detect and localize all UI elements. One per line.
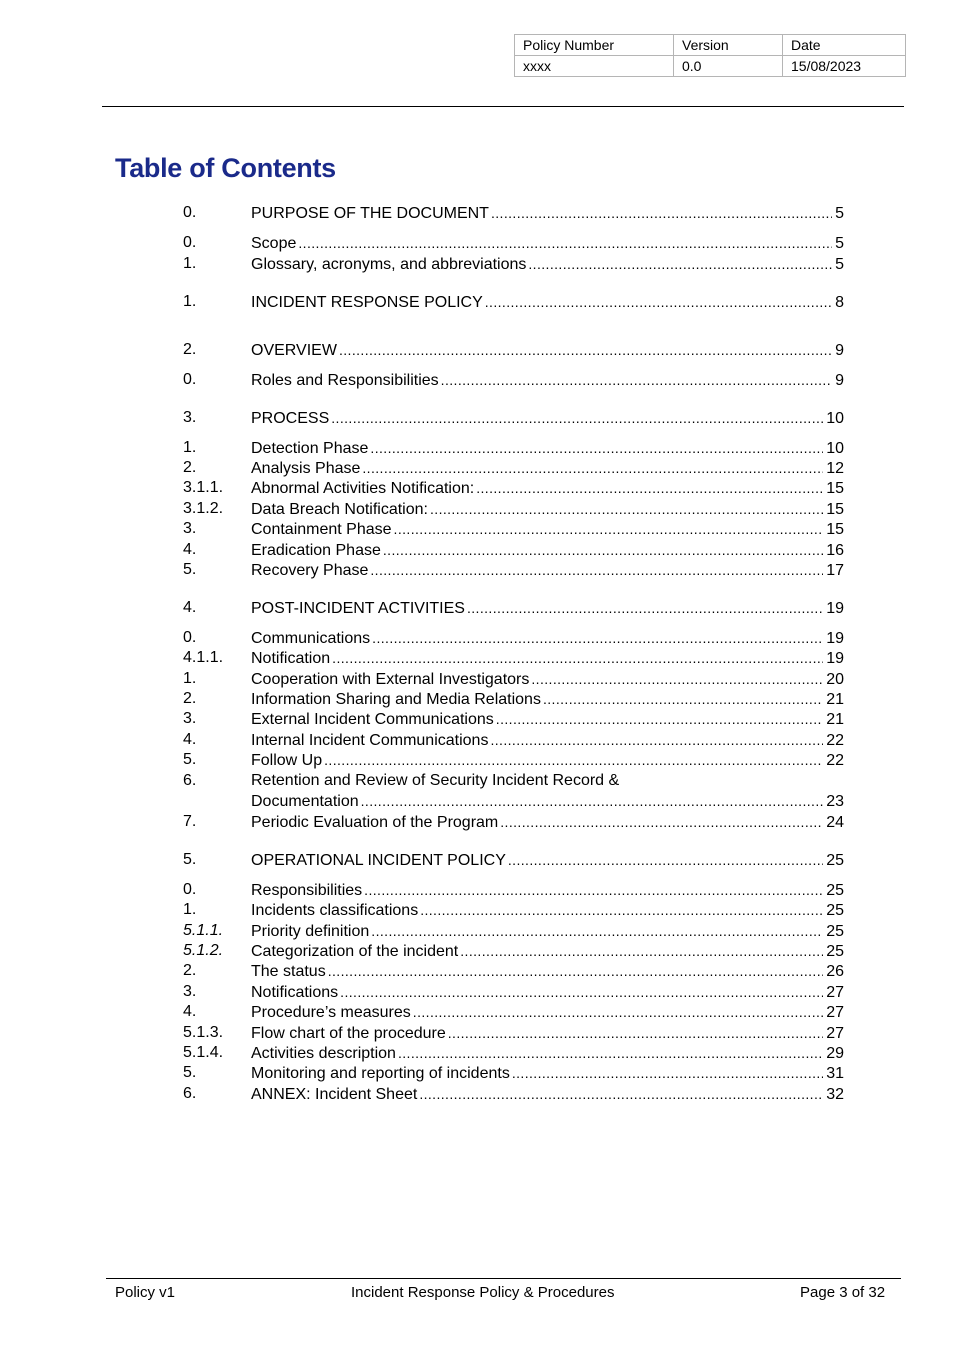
toc-entry-page: 25 (826, 882, 844, 899)
toc-dot-leader (371, 921, 823, 941)
toc-entry[interactable] (183, 560, 844, 580)
toc-dot-leader (394, 519, 824, 539)
toc-entry-title: Detection Phase (251, 440, 369, 457)
toc-dot-leader (370, 438, 823, 458)
toc-entry-number: 4. (183, 541, 197, 558)
toc-entry[interactable] (183, 880, 844, 900)
toc-entry-title: Periodic Evaluation of the Program (251, 814, 499, 831)
toc-dot-leader (324, 750, 823, 770)
toc-entry[interactable] (183, 921, 844, 941)
toc-entry-title: Recovery Phase (251, 562, 369, 579)
toc-entry-title: Scope (251, 235, 297, 252)
toc-entry-title: Analysis Phase (251, 460, 361, 477)
toc-entry-title: Internal Incident Communications (251, 732, 489, 749)
toc-entry-page: 21 (826, 691, 844, 708)
toc-entry-page: 26 (826, 963, 844, 980)
toc-entry-page: 25 (826, 852, 844, 869)
toc-dot-leader (467, 598, 823, 618)
toc-entry[interactable] (183, 408, 844, 428)
toc-entry-number: 4. (183, 1003, 197, 1020)
toc-entry-page: 24 (826, 814, 844, 831)
toc-entry-page: 15 (826, 480, 844, 497)
toc-dot-leader (362, 458, 823, 478)
toc-entry-number: 6. (183, 772, 197, 789)
toc-entry-page: 29 (826, 1045, 844, 1062)
toc-entry[interactable] (183, 689, 844, 709)
toc-entry[interactable] (183, 730, 844, 750)
toc-entry-number: 4. (183, 599, 197, 616)
version-value: 0.0 (674, 56, 783, 77)
toc-entry-number: 5.1.4. (183, 1044, 224, 1061)
toc-entry-title: External Incident Communications (251, 711, 494, 728)
toc-dot-leader (340, 982, 823, 1002)
toc-entry-page: 25 (826, 902, 844, 919)
toc-entry-number: 5. (183, 561, 197, 578)
toc-dot-leader (460, 941, 823, 961)
toc-entry-page: 31 (826, 1065, 844, 1082)
toc-entry[interactable] (183, 961, 844, 981)
toc-entry-page: 22 (826, 732, 844, 749)
toc-entry[interactable] (183, 519, 844, 539)
toc-entry-title: Priority definition (251, 923, 370, 940)
toc-entry-number: 7. (183, 813, 197, 830)
toc-dot-leader (339, 340, 832, 360)
toc-dot-leader (419, 1084, 823, 1104)
footer-document-title: Incident Response Policy & Procedures (351, 1284, 615, 1301)
toc-dot-leader (496, 709, 823, 729)
toc-dot-leader (298, 233, 832, 253)
toc-entry[interactable] (183, 669, 844, 689)
meta-value-row (515, 56, 906, 77)
toc-entry-title: INCIDENT RESPONSE POLICY (251, 294, 483, 311)
toc-entry[interactable] (183, 850, 844, 870)
toc-entry-page: 23 (826, 793, 844, 810)
toc-entry-page: 5 (835, 205, 844, 222)
toc-entry-page: 21 (826, 711, 844, 728)
toc-entry-title: Retention and Review of Security Incident Record & (251, 772, 620, 789)
toc-entry[interactable] (183, 982, 844, 1002)
toc-entry-title: Abnormal Activities Notification: (251, 480, 475, 497)
toc-entry-title: Procedure’s measures (251, 1004, 411, 1021)
toc-entry[interactable] (183, 370, 844, 390)
toc-entry[interactable] (183, 254, 844, 274)
toc-dot-leader (448, 1023, 823, 1043)
toc-entry-number: 2. (183, 459, 197, 476)
toc-entry-page: 17 (826, 562, 844, 579)
toc-entry-number: 3. (183, 520, 197, 537)
toc-entry[interactable] (183, 598, 844, 618)
toc-entry-number: 0. (183, 234, 197, 251)
footer-page-number: Page 3 of 32 (800, 1284, 886, 1301)
toc-entry-page: 8 (835, 294, 844, 311)
toc-entry-title: PROCESS (251, 410, 330, 427)
toc-entry-page: 27 (826, 1025, 844, 1042)
toc-dot-leader (328, 961, 824, 981)
toc-entry[interactable] (183, 709, 844, 729)
meta-header-row (515, 35, 906, 56)
toc-entry-number: 5. (183, 1064, 197, 1081)
toc-dot-leader (413, 1002, 823, 1022)
toc-entry-number: 1. (183, 670, 197, 687)
toc-dot-leader (543, 689, 823, 709)
toc-entry-title: Flow chart of the procedure (251, 1025, 446, 1042)
toc-entry-page: 10 (826, 440, 844, 457)
toc-entry-page: 9 (835, 342, 844, 359)
date-label: Date (783, 35, 906, 56)
toc-dot-leader (361, 791, 824, 811)
toc-entry-number: 6. (183, 1085, 197, 1102)
toc-entry-number: 3. (183, 710, 197, 727)
toc-entry-title: Information Sharing and Media Relations (251, 691, 541, 708)
toc-entry-page: 5 (835, 256, 844, 273)
toc-entry-number: 0. (183, 881, 197, 898)
toc-entry[interactable] (183, 1002, 844, 1022)
toc-dot-leader (490, 730, 823, 750)
toc-entry-title: Responsibilities (251, 882, 363, 899)
toc-entry-page: 15 (826, 501, 844, 518)
toc-entry-page: 16 (826, 542, 844, 559)
toc-entry-page: 19 (826, 600, 844, 617)
toc-dot-leader (500, 812, 823, 832)
toc-dot-leader (430, 499, 823, 519)
toc-entry-page: 12 (826, 460, 844, 477)
toc-dot-leader (364, 880, 823, 900)
toc-entry[interactable] (183, 812, 844, 832)
toc-entry-page: 27 (826, 1004, 844, 1021)
toc-entry-page: 25 (826, 943, 844, 960)
toc-dot-leader (398, 1043, 823, 1063)
toc-entry-number: 2. (183, 341, 197, 358)
toc-entry-page: 19 (826, 650, 844, 667)
toc-entry-number: 4.1.1. (183, 649, 224, 666)
footer-version: Policy v1 (115, 1284, 176, 1301)
header-divider (102, 106, 904, 107)
toc-entry-number: 3.1.2. (183, 500, 224, 517)
toc-entry-number: 3. (183, 409, 197, 426)
toc-entry-title: Monitoring and reporting of incidents (251, 1065, 510, 1082)
toc-entry[interactable] (183, 438, 844, 458)
toc-dot-leader (528, 254, 832, 274)
toc-entry[interactable] (183, 540, 844, 560)
toc-entry-number: 3.1.1. (183, 479, 224, 496)
toc-entry[interactable] (183, 648, 844, 668)
toc-entry-title: ANNEX: Incident Sheet (251, 1086, 418, 1103)
toc-entry-page: 25 (826, 923, 844, 940)
toc-entry-title: Incidents classifications (251, 902, 419, 919)
toc-entry-page: 15 (826, 521, 844, 538)
toc-title: Table of Contents (115, 153, 336, 183)
toc-dot-leader (485, 292, 832, 312)
toc-entry[interactable] (183, 1043, 844, 1063)
toc-entry-number: 4. (183, 731, 197, 748)
toc-entry-number: 1. (183, 255, 197, 272)
toc-entry[interactable] (183, 233, 844, 253)
toc-entry-title: Follow Up (251, 752, 323, 769)
toc-entry-number: 5. (183, 751, 197, 768)
toc-entry[interactable] (183, 340, 844, 360)
toc-entry-page: 27 (826, 984, 844, 1001)
footer-divider (106, 1278, 901, 1279)
toc-dot-leader (332, 648, 823, 668)
toc-entry-title: Eradication Phase (251, 542, 381, 559)
toc-entry[interactable] (183, 1023, 844, 1043)
date-value: 15/08/2023 (783, 56, 906, 77)
toc-entry-title: Notifications (251, 984, 339, 1001)
toc-entry-page: 5 (835, 235, 844, 252)
toc-entry-title: Documentation (251, 793, 359, 810)
toc-entry-number: 2. (183, 962, 197, 979)
toc-entry-title: Containment Phase (251, 521, 392, 538)
toc-dot-leader (508, 850, 823, 870)
toc-entry-title: Categorization of the incident (251, 943, 459, 960)
toc-entry-page: 20 (826, 671, 844, 688)
toc-entry[interactable] (183, 791, 844, 811)
toc-entry[interactable] (183, 941, 844, 961)
toc-dot-leader (420, 900, 823, 920)
toc-entry-page: 22 (826, 752, 844, 769)
toc-dot-leader (512, 1063, 823, 1083)
toc-dot-leader (372, 628, 823, 648)
toc-entry[interactable] (183, 499, 844, 519)
toc-entry-title: Activities description (251, 1045, 396, 1062)
toc-entry-number: 5. (183, 851, 197, 868)
toc-entry-number: 5.1.1. (183, 922, 224, 939)
toc-entry-number: 0. (183, 204, 197, 221)
toc-entry-number: 1. (183, 293, 197, 310)
version-label: Version (674, 35, 783, 56)
toc-entry-title: OVERVIEW (251, 342, 337, 359)
toc-entry-page: 32 (826, 1086, 844, 1103)
toc-entry-title: OPERATIONAL INCIDENT POLICY (251, 852, 506, 869)
toc-entry-page: 9 (835, 372, 844, 389)
toc-entry-title: POST-INCIDENT ACTIVITIES (251, 600, 465, 617)
toc-entry-title: The status (251, 963, 326, 980)
toc-entry-page: 10 (826, 410, 844, 427)
toc-entry[interactable] (183, 628, 844, 648)
toc-entry-title: Notification (251, 650, 331, 667)
toc-entry-number: 5.1.2. (183, 942, 224, 959)
toc-entry[interactable] (183, 1063, 844, 1083)
policy-number-value: xxxx (515, 56, 674, 77)
toc-entry-number: 2. (183, 690, 197, 707)
toc-entry[interactable] (183, 203, 844, 223)
toc-dot-leader (491, 203, 832, 223)
policy-number-label: Policy Number (515, 35, 674, 56)
toc-dot-leader (476, 478, 823, 498)
toc-entry-title: Communications (251, 630, 371, 647)
toc-dot-leader (370, 560, 823, 580)
toc-dot-leader (441, 370, 832, 390)
toc-entry[interactable] (183, 1084, 844, 1104)
toc-entry-title: Roles and Responsibilities (251, 372, 439, 389)
toc-entry-title: PURPOSE OF THE DOCUMENT (251, 205, 489, 222)
policy-meta-table (514, 34, 906, 77)
toc-entry[interactable] (183, 750, 844, 770)
toc-dot-leader (331, 408, 823, 428)
toc-entry[interactable] (183, 458, 844, 478)
toc-entry-number: 0. (183, 371, 197, 388)
toc-entry-number: 3. (183, 983, 197, 1000)
toc-entry-title: Cooperation with External Investigators (251, 671, 530, 688)
toc-entry[interactable] (183, 478, 844, 498)
toc-entry[interactable] (183, 771, 844, 791)
toc-dot-leader (383, 540, 823, 560)
toc-entry[interactable] (183, 292, 844, 312)
toc-entry-number: 0. (183, 629, 197, 646)
toc-entry[interactable] (183, 900, 844, 920)
toc-entry-number: 5.1.3. (183, 1024, 224, 1041)
toc-entry-number: 1. (183, 439, 197, 456)
toc-entry-title: Data Breach Notification: (251, 501, 428, 518)
toc-entry-title: Glossary, acronyms, and abbreviations (251, 256, 527, 273)
toc-entry-number: 1. (183, 901, 197, 918)
toc-dot-leader (531, 669, 823, 689)
toc-entry-page: 19 (826, 630, 844, 647)
